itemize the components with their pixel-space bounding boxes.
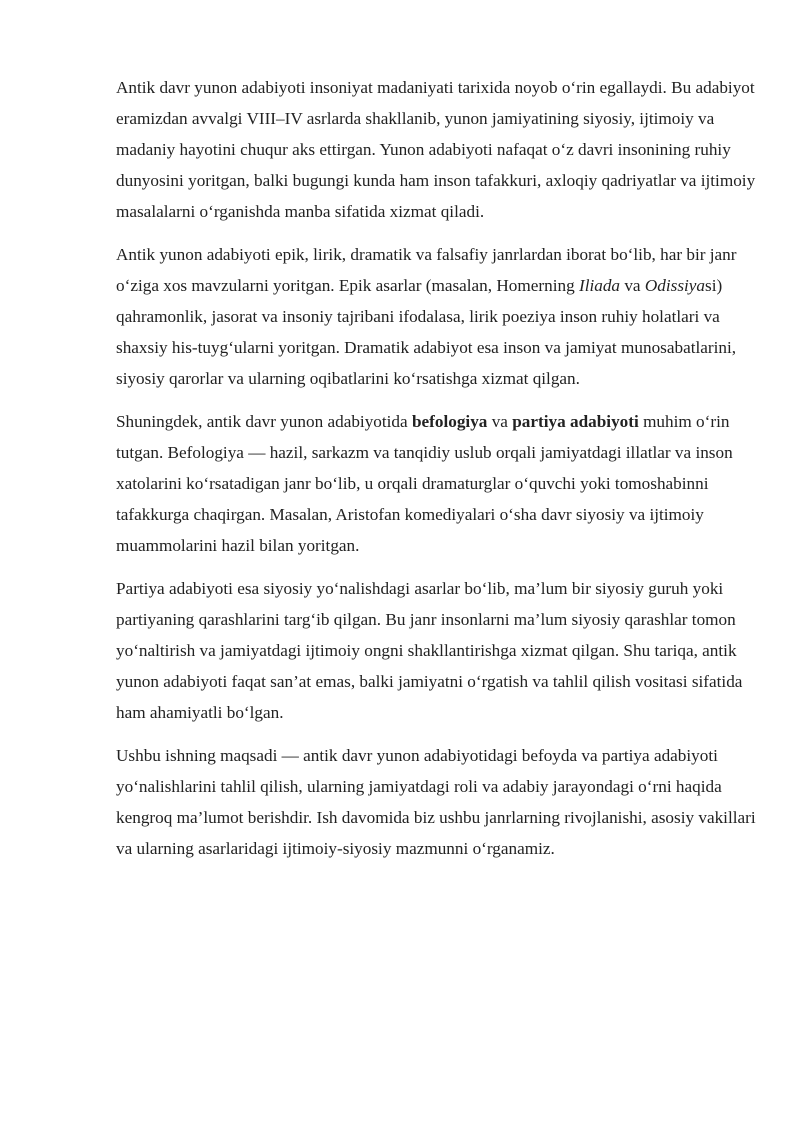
- term-partiya-adabiyoti: partiya adabiyoti: [512, 412, 639, 431]
- paragraph-partiya: Partiya adabiyoti esa siyosiy yo‘nalishdagi asarlar bo‘lib, ma’lum bir siyosiy guruh yoki partiyaning qarashlarini targ‘ib qilgan. Bu janr insonlarni ma’lum siyosiy qarashlar tomon yo‘naltirish va jamiyatdagi ijtimoiy ongni shakllantirishga xizmat qilgan. Shu tariqa, antik yunon adabiyoti faqat san’at emas, balki jamiyatni o‘rgatish va tahlil qilish vositasi sifatida ham ahamiyatli bo‘lgan.: [116, 579, 743, 722]
- text-run: va: [487, 412, 513, 431]
- text-run: Antik yunon adabiyoti epik, lirik, dramatik va falsafiy janrlardan iborat bo‘lib, har bir janr o‘ziga xos mavzularni yoritgan. Epik asarlar (masalan, Homerning: [116, 245, 737, 295]
- text-run: va: [620, 276, 645, 295]
- text-run: muhim o‘rin tutgan. Befologiya — hazil, sarkazm va tanqidiy uslub orqali jamiyatdagi illatlar va inson xatolarini ko‘rsatadigan janr bo‘lib, u orqali dramaturglar o‘quvchi yoki tomoshabinni tafakkurga chaqirgan. Masalan, Aristofan komediyalari o‘sha davr siyosiy va ijtimoiy muammolarini hazil bilan yoritgan.: [116, 412, 733, 555]
- text-run: Shuningdek, antik davr yunon adabiyotida: [116, 412, 412, 431]
- paragraph-purpose: Ushbu ishning maqsadi — antik davr yunon adabiyotidagi befoyda va partiya adabiyoti yo‘nalishlarini tahlil qilish, ularning jamiyatdagi roli va adabiy jarayondagi o‘rni haqida kengroq ma’lumot berishdir. Ish davomida biz ushbu janrlarning rivojlanishi, asosiy vakillari va ularning asarlaridagi ijtimoiy-siyosiy mazmunni o‘rganamiz.: [116, 746, 756, 858]
- paragraph-genres: [116, 239, 756, 394]
- title-iliada: Iliada: [578, 276, 621, 295]
- term-befologiya: befologiya: [411, 412, 488, 431]
- title-odissiya: Odissiya: [644, 276, 706, 295]
- paragraph-befologiya: [116, 406, 756, 561]
- text-run: si) qahramonlik, jasorat va insoniy tajribani ifodalasa, lirik poeziya inson ruhiy holatlari va shaxsiy his-tuyg‘ularni yoritgan. Dramatik adabiyot esa inson va jamiyat munosabatlarini, siyosiy qarorlar va ularning oqibatlarini ko‘rsatishga xizmat qilgan.: [116, 276, 737, 388]
- paragraph-intro: Antik davr yunon adabiyoti insoniyat madaniyati tarixida noyob o‘rin egallaydi. Bu adabiyot eramizdan avvalgi VIII–IV asrlarda shakllanib, yunon jamiyatining siyosiy, ijtimoiy va madaniy hayotini chuqur aks ettirgan. Yunon adabiyoti nafaqat o‘z davri insonining ruhiy dunyosini yoritgan, balki bugungi kunda ham inson tafakkuri, axloqiy qadriyatlar va ijtimoiy masalalarni o‘rganishda manba sifatida xizmat qiladi.: [116, 78, 756, 221]
- document-page: [116, 72, 756, 876]
